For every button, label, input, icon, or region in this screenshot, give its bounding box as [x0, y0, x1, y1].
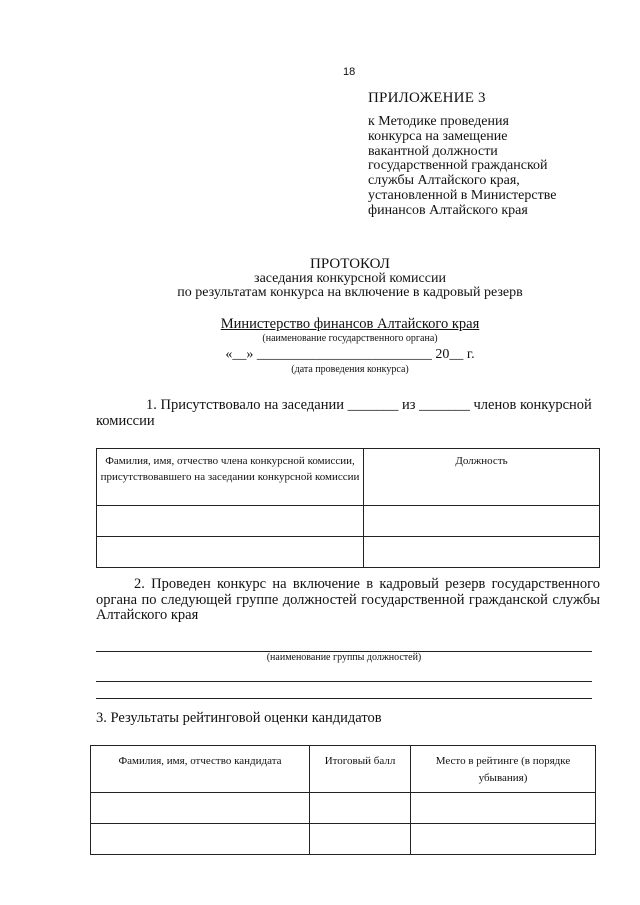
organization-block [100, 316, 600, 333]
section1-text: 1. Присутствовало на заседании _______ из _______ членов конкурсной комиссии [96, 397, 592, 429]
date-line: «__» _________________________ 20__ г. [225, 347, 475, 362]
members-name-header: Фамилия, имя, отчество члена конкурсной комиссии, присутствовавшего на заседании конкурсной комиссии [97, 449, 364, 506]
table-header-row [91, 746, 596, 793]
table-cell [91, 824, 310, 855]
fill-line [96, 681, 592, 682]
protocol-subtitle-2: по результатам конкурса на включение в кадровый резерв [177, 285, 523, 300]
table-cell [364, 537, 600, 568]
protocol-title: ПРОТОКОЛ [310, 256, 390, 272]
table-row [91, 793, 596, 824]
table-row [97, 537, 600, 568]
organization-caption: (наименование государственного органа) [262, 333, 438, 344]
table-cell [411, 824, 596, 855]
fill-line [96, 698, 592, 699]
appendix-title: ПРИЛОЖЕНИЕ 3 [368, 90, 486, 106]
group-caption: (наименование группы должностей) [266, 652, 422, 663]
section2-body: 2. Проведен конкурс на включение в кадровый резерв государственного органа по следующей группе должностей государственной гражданской службы Алтайского края [96, 576, 600, 623]
table-cell [97, 506, 364, 537]
table-row [91, 824, 596, 855]
table-header-row [97, 449, 600, 506]
rating-table [90, 745, 596, 855]
members-position-header: Должность [364, 449, 600, 506]
date-caption: (дата проведения конкурса) [291, 364, 409, 375]
table-cell [411, 793, 596, 824]
page-number: 18 [343, 66, 356, 78]
protocol-subtitle-1: заседания конкурсной комиссии [254, 271, 446, 286]
total-score-header: Итоговый балл [310, 746, 411, 793]
members-table [96, 448, 600, 568]
table-cell [310, 824, 411, 855]
table-cell [364, 506, 600, 537]
table-cell [97, 537, 364, 568]
organization-name: Министерство финансов Алтайского края [220, 316, 480, 332]
rating-place-header: Место в рейтинге (в порядке убывания) [411, 746, 596, 793]
table-cell [91, 793, 310, 824]
appendix-text: к Методике проведения конкурса на замещение вакантной должности государственной гражданской службы Алтайского края, установленной в Министерстве финансов Алтайского края [368, 114, 557, 218]
table-row [97, 506, 600, 537]
candidate-name-header: Фамилия, имя, отчество кандидата [91, 746, 310, 793]
table-cell [310, 793, 411, 824]
section2-text [96, 577, 600, 624]
section3-title: 3. Результаты рейтинговой оценки кандидатов [96, 710, 382, 726]
